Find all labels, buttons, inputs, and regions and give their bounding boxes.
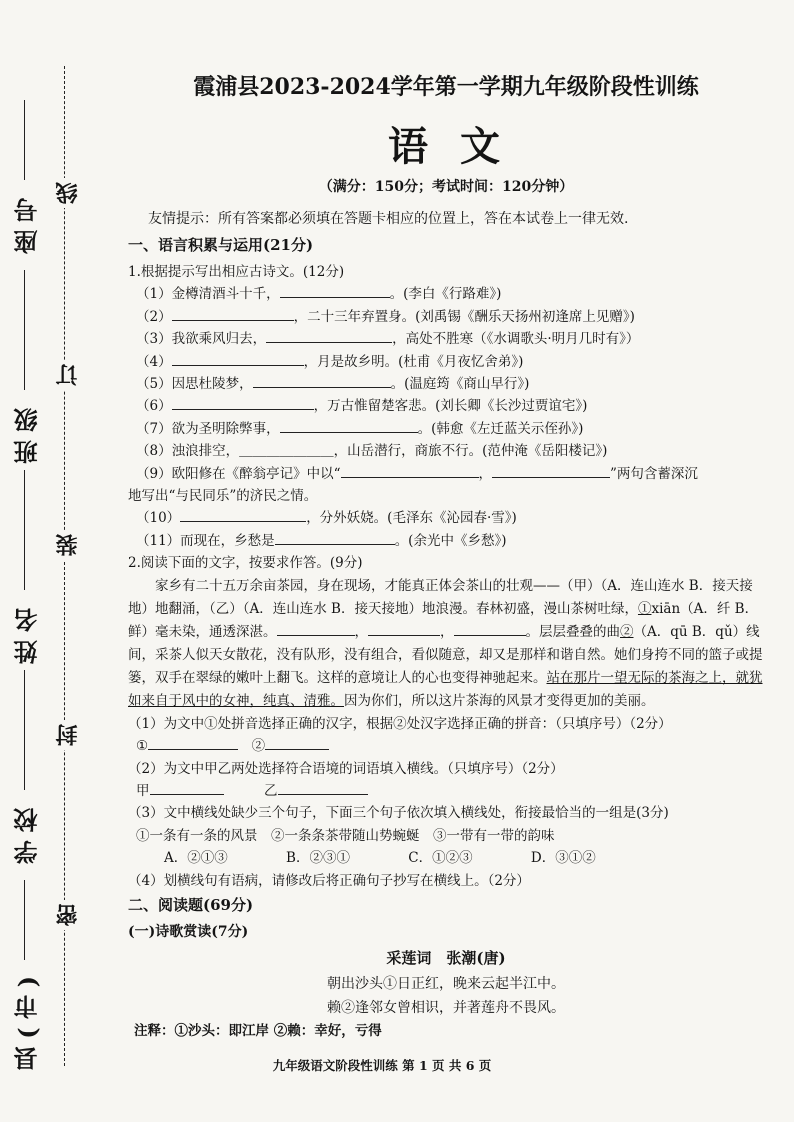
q1-item-cont: 地写出“与民同乐”的济民之情。 [128,488,318,505]
choice-b[interactable]: B．②③① [286,850,350,867]
q1-item: （6） ，万古惟留楚客悲。(刘长卿《长沙过贾谊宅》) [128,395,764,417]
answer-blank[interactable] [277,621,355,636]
answer-blank[interactable] [265,735,329,750]
section-1-title: 一、语言积累与运用(21分) [128,236,314,254]
poem-notes: 注释：①沙头：即江岸 ②赖：幸好，亏得 [134,1022,382,1039]
q2-choices [128,847,764,869]
q2-sub-2-answers: 甲 乙 [128,780,764,802]
answer-blank[interactable] [172,306,294,321]
answer-blank[interactable] [278,780,368,795]
q1-item: （11）而现在，乡愁是 。(余光中《乡愁》) [128,530,764,552]
notice: 友情提示：所有答案都必须填在答题卡相应的位置上，答在本试卷上一律无效. [148,211,629,227]
q2-sub-4: （4）划横线句有语病，请修改后将正确句子抄写在横线上。（2分） [128,872,530,889]
poem-line: 赖②逢邻女曾相识，并著莲舟不畏风。 [327,999,565,1016]
name-label: 姓名 [13,600,42,664]
county-blank[interactable] [24,880,25,960]
q1-item: （9）欧阳修在《醉翁亭记》中以“ ， ”两句含蓄深沉 [128,463,764,485]
q2-sub-1-answers: ① ② [128,735,764,757]
school-blank[interactable] [24,670,25,790]
exam-title: 霞浦县2023-2024学年第一学期九年级阶段性训练 [193,74,699,100]
answer-blank[interactable] [454,621,526,636]
answer-blank[interactable] [253,373,391,388]
seat-blank[interactable] [24,100,25,180]
binding-strip [0,0,100,1122]
seal-mark: 密 [52,900,83,930]
choice-c[interactable]: C．①②③ [408,850,473,867]
answer-blank[interactable] [266,328,392,343]
seat-label: 座号 [13,190,42,254]
q1-stem: 1.根据提示写出相应古诗文。(12分) [128,264,345,280]
answer-blank[interactable] [368,621,440,636]
seal-mark: 线 [52,178,83,208]
answer-blank[interactable] [280,283,390,298]
q1-item: （1）金樽清酒斗十千， 。(李白《行路难》) [128,283,764,305]
class-label: 班级 [13,400,42,464]
answer-blank[interactable] [148,735,238,750]
q1-item: （4） ，月是故乡明。(杜甫《月夜忆舍弟》) [128,351,764,373]
q1-item: （3）我欲乘风归去， ，高处不胜寒（《水调歌头·明月几时有》） [128,328,764,350]
q2-sub-1: （1）为文中①处拼音选择正确的汉字，根据②处汉字选择正确的拼音：（只填序号）（2分） [128,715,672,732]
answer-blank[interactable] [280,418,418,433]
answer-blank[interactable] [492,463,610,478]
seal-mark: 订 [52,360,83,390]
name-blank[interactable] [24,470,25,590]
q1-item: （5）因思杜陵梦， 。(温庭筠《商山早行》) [128,373,764,395]
answer-blank[interactable] [275,530,395,545]
subject-title: 语文 [388,123,532,170]
choice-a[interactable]: A．②①③ [164,850,228,867]
answer-blank[interactable] [172,395,314,410]
seal-mark: 封 [52,720,83,750]
page-footer: 九年级语文阶段性训练 第 1 页 共 6 页 [272,1058,492,1073]
q1-item: （7）欲为圣明除弊事， 。(韩愈《左迁蓝关示侄孙》) [128,418,764,440]
question-2 [128,552,764,892]
seal-mark: 装 [52,530,83,560]
answer-blank[interactable] [341,463,479,478]
answer-blank[interactable] [172,351,304,366]
answer-blank[interactable] [150,780,224,795]
school-label: 学校 [13,800,42,864]
exam-meta: （满分：150分；考试时间：120分钟） [318,179,574,195]
q1-item: （10） ，分外妖娆。(毛泽东《沁园春·雪》) [128,507,764,529]
q1-item: （2） ，二十三年弃置身。(刘禹锡《酬乐天扬州初逢席上见赠》) [128,306,764,328]
question-1 [128,261,764,552]
choice-d[interactable]: D．③①② [530,850,596,867]
poem-title: 采莲词 张潮(唐) [386,948,506,967]
section-2-sub: (一)诗歌赏读(7分) [128,923,249,940]
poem-line: 朝出沙头①日正红，晚来云起半江中。 [327,975,565,992]
q2-passage: 家乡有二十五万余亩茶园，身在现场，才能真正体会茶山的壮观——（甲）（A．连山连水 B．接天接地）地翻涌，（乙）（A．连山连水 B．接天接地）地浪漫。春林初盛，漫山茶树吐绿，①xiān（A．纤 B．鲜）毫未染，通透深湛。 ， ， 。层层叠叠的曲②（A．qū B．qǔ）线间，采茶人似天女散花，没有队形，没有组合，看似随意，却又是那样和谐自然。她们身挎不同的篮子或提篓，双手在翠绿的嫩叶上翻飞。这样的意境让人的心也变得神驰起来。站在那片一望无际的茶海之上，就犹如来自于风中的女神，纯真、清雅。因为你们，所以这片茶海的风景才变得更加的美丽。 [128,577,763,709]
section-2-title: 二、阅读题(69分) [128,895,254,914]
answer-blank[interactable] [180,507,306,522]
q2-sub-3-options: ①一条有一条的风景 ②一条条茶带随山势蜿蜒 ③一带有一带的韵味 [136,827,555,844]
county-label: 县(市) [13,968,42,1071]
class-blank[interactable] [24,270,25,390]
q2-sub-3: （3）文中横线处缺少三个句子，下面三个句子依次填入横线处，衔接最恰当的一组是(3分) [128,805,669,822]
q2-stem: 2.阅读下面的文字，按要求作答。(9分) [128,555,363,572]
exam-page [128,70,764,1042]
q1-item: （8）浊浪排空，＿＿＿＿＿＿＿，山岳潜行，商旅不行。(范仲淹《岳阳楼记》) [136,443,608,460]
q2-sub-2: （2）为文中甲乙两处选择符合语境的词语填入横线。（只填序号）（2分） [128,760,564,777]
